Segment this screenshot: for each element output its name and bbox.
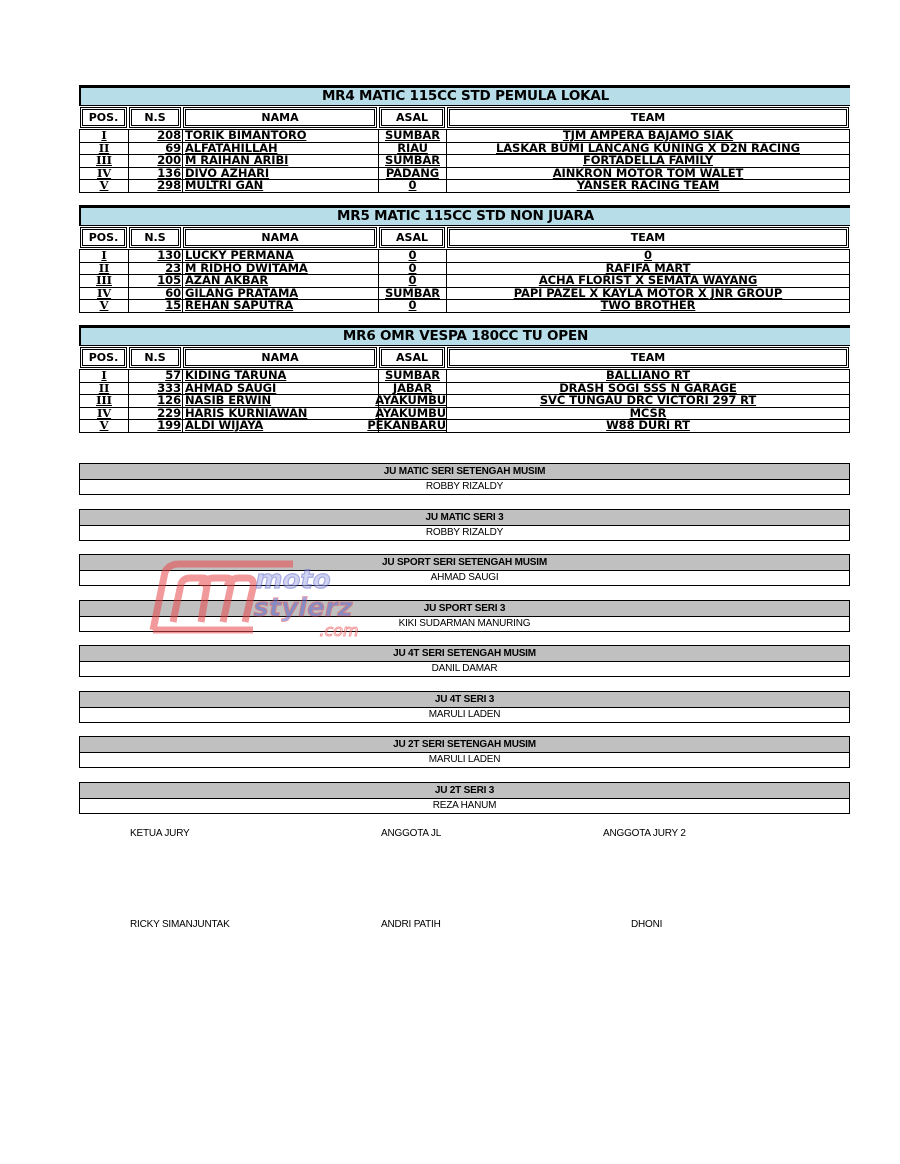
cell-pos: III [80,275,129,287]
cell-ns: 333 [129,383,183,395]
cell-team: FORTADELLA FAMILY [582,153,714,167]
cell-nama: ALFATAHILLAH [183,143,379,155]
cell-asal: AYAKUMBU [375,405,446,420]
cell-asal: SUMBAR [379,155,447,167]
column-header-asal: ASAL [379,107,445,128]
column-header-team: TEAM [447,107,849,128]
cell-nama: AHMAD SAUGI [183,383,379,395]
cell-asal: AYAKUMBU [375,393,446,407]
anggota-jury-1-name: ANDRI PATIH [381,919,441,930]
ju-category-title: JU MATIC SERI 3 [80,510,849,526]
cell-asal: JABAR [379,383,447,395]
ju-category-title: JU 4T SERI SETENGAH MUSIM [80,646,849,662]
cell-pos: II [80,143,129,155]
cell-nama: M RIDHO DWITAMA [183,263,379,275]
cell-ns: 298 [129,180,183,192]
column-header-nama: NAMA [183,227,377,248]
cell-pos: V [80,180,129,192]
ju-winner-name: ROBBY RIZALDY [425,526,504,538]
cell-pos: V [80,300,129,312]
cell-asal: 0 [379,250,447,262]
ju-box [79,554,850,586]
cell-ns: 229 [129,408,183,420]
table-row [80,420,849,433]
column-header-pos: POS. [80,107,127,128]
column-header-ns: N.S [129,227,181,248]
cell-team: ACHA FLORIST X SEMATA WAYANG [538,273,758,287]
race-table [79,325,850,433]
table-header-row [79,345,850,370]
cell-ns: 126 [129,395,183,407]
column-header-nama: NAMA [183,107,377,128]
ketua-jury-label: KETUA JURY [130,828,190,839]
cell-pos: I [80,130,129,142]
cell-pos: I [80,370,129,382]
ju-winner-name: REZA HANUM [432,799,497,811]
cell-pos: I [80,250,129,262]
cell-asal: 0 [379,275,447,287]
column-header-team: TEAM [447,347,849,368]
cell-asal: 0 [379,180,447,192]
cell-ns: 208 [129,130,183,142]
cell-ns: 199 [129,420,183,432]
table-body [79,130,850,193]
cell-ns: 60 [129,288,183,300]
table-body [79,370,850,433]
cell-ns: 105 [129,275,183,287]
cell-asal: 0 [379,263,447,275]
cell-pos: IV [80,408,129,420]
cell-nama: ALDI WIJAYA [183,420,379,432]
cell-team: BALLIANO RT [606,368,690,382]
cell-team: AINKRON MOTOR TOM WALET [552,165,744,180]
cell-team: W88 DURI RT [606,418,690,432]
column-header-team: TEAM [447,227,849,248]
cell-nama: MULTRI GAN [183,180,379,192]
cell-asal: RIAU [379,143,447,155]
ju-winner-name: ROBBY RIZALDY [425,481,504,492]
table-row [80,300,849,313]
column-header-ns: N.S [129,347,181,368]
table-body [79,250,850,313]
cell-ns: 57 [129,370,183,382]
cell-nama: DIVO AZHARI [183,168,379,180]
ju-winner-name: AHMAD SAUGI [430,572,499,583]
cell-pos: V [80,420,129,432]
cell-asal: SUMBAR [379,288,447,300]
anggota-jury-1-label: ANGGOTA JL [381,828,442,839]
column-header-asal: ASAL [379,227,445,248]
ju-winner-name: KIKI SUDARMAN MANURING [398,617,531,629]
cell-asal: SUMBAR [379,130,447,142]
cell-team: TWO BROTHER [600,298,696,312]
cell-team: SVC TUNGAU DRC VICTORI 297 RT [539,393,757,407]
column-header-ns: N.S [129,107,181,128]
cell-nama: REHAN SAPUTRA [183,300,379,312]
cell-nama: M RAIHAN ARIBI [183,155,379,167]
cell-team: TJM AMPERA BAJAMO SIAK [562,128,734,142]
cell-ns: 15 [129,300,183,312]
race-title: MR5 MATIC 115CC STD NON JUARA [79,205,850,225]
cell-ns: 23 [129,263,183,275]
race-table [79,85,850,193]
ju-box [79,600,850,632]
ju-category-title: JU SPORT SERI 3 [80,601,849,617]
ju-winner-name: MARULI LADEN [428,708,501,720]
anggota-jury-2-name: DHONI [631,919,663,930]
table-header-row [79,225,850,250]
cell-nama: NASIB ERWIN [183,395,379,407]
column-header-nama: NAMA [183,347,377,368]
watermark-moto: moto [255,565,331,595]
ju-category-title: JU 2T SERI 3 [80,783,849,799]
column-header-pos: POS. [80,347,127,368]
cell-team: 0 [644,248,652,262]
ju-box [79,463,850,495]
ju-category-title: JU 2T SERI SETENGAH MUSIM [80,737,849,753]
cell-ns: 200 [129,155,183,167]
ju-winner-name: DANIL DAMAR [431,663,498,674]
ju-box [79,691,850,723]
ju-category-title: JU 4T SERI 3 [80,692,849,708]
cell-nama: AZAN AKBAR [183,275,379,287]
cell-team: RAFIFA MART [605,260,691,275]
ju-winner-name: MARULI LADEN [428,754,501,765]
table-row [80,180,849,193]
cell-nama: KIDING TARUNA [183,370,379,382]
cell-team: DRASH SOGI SSS N GARAGE [559,380,737,395]
cell-pos: III [80,155,129,167]
cell-team: PAPI PAZEL X KAYLA MOTOR X JNR GROUP [513,285,783,300]
cell-team: LASKAR BUMI LANCANG KUNING X D2N RACING [496,140,800,155]
cell-nama: GILANG PRATAMA [183,288,379,300]
cell-pos: II [80,263,129,275]
cell-pos: III [80,395,129,407]
cell-ns: 130 [129,250,183,262]
cell-asal: PADANG [379,168,447,180]
column-header-pos: POS. [80,227,127,248]
cell-asal: SUMBAR [379,370,447,382]
ketua-jury-name: RICKY SIMANJUNTAK [130,919,230,930]
ju-category-title: JU SPORT SERI SETENGAH MUSIM [80,555,849,571]
column-header-asal: ASAL [379,347,445,368]
ju-box [79,645,850,677]
cell-nama: TORIK BIMANTORO [183,130,379,142]
ju-category-title: JU MATIC SERI SETENGAH MUSIM [80,464,849,480]
watermark-stylerz: stylerz [253,593,353,623]
cell-asal: 0 [379,300,447,312]
cell-nama: HARIS KURNIAWAN [183,408,379,420]
cell-ns: 136 [129,168,183,180]
cell-pos: IV [80,168,129,180]
cell-asal: PEKANBARU [367,418,446,432]
cell-ns: 69 [129,143,183,155]
ju-box [79,736,850,768]
cell-team: MCSR [629,405,667,420]
cell-team: YANSER RACING TEAM [576,178,720,192]
cell-nama: LUCKY PERMANA [183,250,379,262]
cell-pos: II [80,383,129,395]
watermark-com: .com [319,621,359,640]
ju-box [79,509,850,541]
anggota-jury-2-label: ANGGOTA JURY 2 [603,828,686,839]
table-header-row [79,105,850,130]
cell-pos: IV [80,288,129,300]
race-title: MR4 MATIC 115CC STD PEMULA LOKAL [79,85,850,105]
race-table [79,205,850,313]
ju-box [79,782,850,814]
race-title: MR6 OMR VESPA 180CC TU OPEN [79,325,850,345]
